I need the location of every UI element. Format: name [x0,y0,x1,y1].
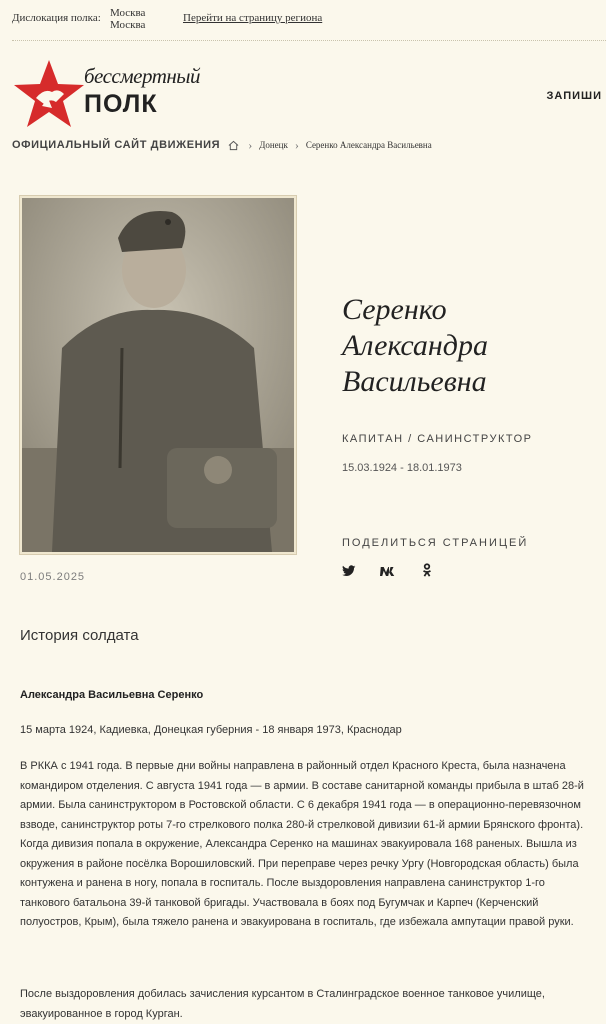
story-paragraph: 15 марта 1924, Кадиевка, Донецкая губерния - 18 января 1973, Краснодар [20,724,402,736]
breadcrumb-separator: › [294,137,299,152]
nav-record-link[interactable]: ЗАПИШИ [546,90,602,102]
soldier-rank: КАПИТАН / САНИНСТРУКТОР [342,433,533,445]
social-links [342,563,432,582]
divider [12,40,606,41]
odnoklassniki-icon[interactable] [422,563,432,582]
location-city: Москва Москва [110,7,146,31]
story-paragraph: В РККА с 1941 года. В первые дни войны направлена в районный отдел Красного Креста, была назначена командиром отделения. С августа 1941 года — в армии. В составе санитарной команды прибыла в штаб 28-й армии. Была санинструктором в Ростовской области. С 6 декабря 1941 года — в операционно-перевязочном взводе, санинструктор роты 7-го стрелкового полка 280-й стрелковой дивизии 61-й армии Брянского фронта). Когда дивизия попала в окружение, Александра Серенко на машинах эвакуировала 168 раненых. Вышла из окружения в районе посёлка Ворошиловский. При переправе через речку Ургу (Новгородская область) была контужена и ранена в ногу, попала в госпиталь. После выздоровления направлена санинструктор 1-го танкового батальона 39-й танковой бригады. Участвовала в боях под Бугумчак и Карпеч (Керченский полуостров, Крым), была тяжело ранена и эвакуирована в госпиталь, где избежала ампутации правой руки. [20,760,584,928]
vk-icon[interactable] [380,564,398,582]
story-subject-name: Александра Васильевна Серенко [20,689,204,701]
soldier-dates: 15.03.1924 - 18.01.1973 [342,462,462,474]
share-label: ПОДЕЛИТЬСЯ СТРАНИЦЕЙ [342,537,529,549]
location-label: Дислокация полка: [12,12,101,24]
breadcrumb-region[interactable]: Донецк [259,140,288,150]
soldier-name: Серенко Александра Васильевна [342,293,488,398]
site-title[interactable]: ОФИЦИАЛЬНЫЙ САЙТ ДВИЖЕНИЯ [12,139,221,151]
top-bar [0,0,606,40]
logo-script-text: бессмертный [84,64,200,88]
soldier-photo [20,196,296,554]
breadcrumb [12,137,432,153]
twitter-icon[interactable] [342,564,356,582]
publication-date: 01.05.2025 [20,571,86,583]
logo-polk-text: ПОЛК [84,90,158,118]
story-heading: История солдата [20,627,139,644]
star-logo-icon[interactable] [12,58,86,130]
region-page-link[interactable]: Перейти на страницу региона [183,12,323,24]
breadcrumb-current: Серенко Александра Васильевна [305,140,432,150]
story-paragraph: После выздоровления добилась зачисления курсантом в Сталинградское военное танковое училище, эвакуированное в город Курган. [20,988,545,1020]
breadcrumb-separator: › [248,137,253,152]
home-icon[interactable] [228,140,239,151]
